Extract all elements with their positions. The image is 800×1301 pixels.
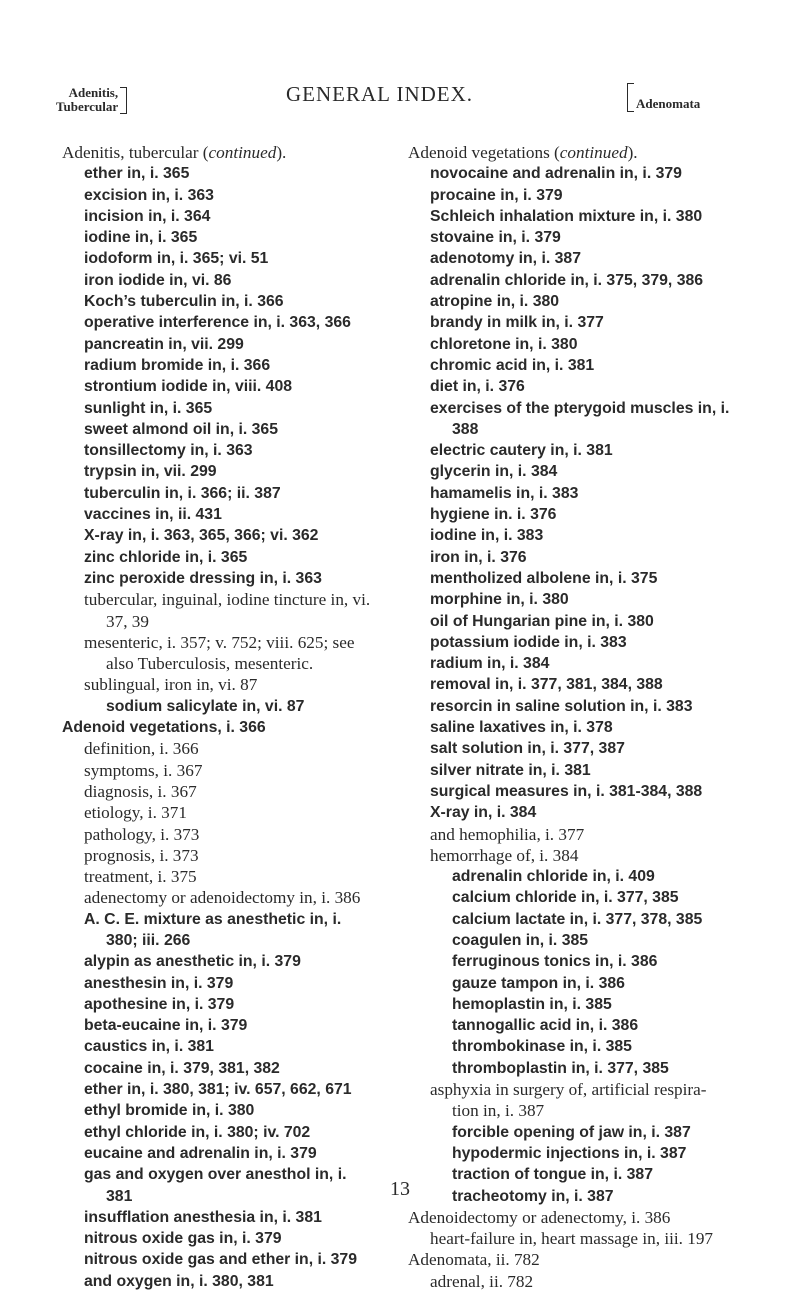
index-entry: X-ray in, i. 384 [430,804,537,822]
heading-text: Adenoid vegetations ( [408,143,560,162]
index-entry: calcium chloride in, i. 377, 385 [452,889,679,907]
index-entry: vaccines in, ii. 431 [84,506,222,524]
index-subheading: tubercular, inguinal, iodine tincture in, vi. [84,590,371,610]
index-entry: zinc chloride in, i. 365 [84,548,248,566]
index-subheading: adenectomy or adenoidectomy in, i. 386 [84,888,361,908]
index-entry: hypodermic injections in, i. 387 [452,1144,687,1162]
index-entry: ethyl bromide in, i. 380 [84,1102,255,1120]
index-entry: gauze tampon in, i. 386 [452,974,625,992]
index-entry: tannogallic acid in, i. 386 [452,1017,639,1035]
index-entry: saline laxatives in, i. 378 [430,719,613,737]
index-entry: iodine in, i. 383 [430,527,544,545]
index-entry: procaine in, i. 379 [430,186,563,204]
index-entry: novocaine and adrenalin in, i. 379 [430,165,682,183]
index-entry: tonsillectomy in, i. 363 [84,442,253,460]
index-entry: surgical measures in, i. 381-384, 388 [430,782,703,800]
page-number: 13 [390,1178,410,1200]
index-entry: mentholized albolene in, i. 375 [430,569,658,587]
index-entry: iodoform in, i. 365; vi. 51 [84,250,269,268]
index-entry: ferruginous tonics in, i. 386 [452,953,658,971]
index-entry: oil of Hungarian pine in, i. 380 [430,612,654,630]
index-entry: atropine in, i. 380 [430,293,560,311]
index-entry: radium in, i. 384 [430,655,550,673]
index-entry: beta-eucaine in, i. 379 [84,1017,248,1035]
index-heading: Adenomata, ii. 782 [408,1250,540,1270]
index-entry: nitrous oxide gas in, i. 379 [84,1230,282,1248]
index-continuation: 381 [106,1187,133,1205]
index-entry: operative interference in, i. 363, 366 [84,314,351,332]
left-bracket-icon [627,83,634,112]
index-entry: ether in, i. 380, 381; iv. 657, 662, 671 [84,1081,352,1099]
index-continuation: 380; iii. 266 [106,931,191,949]
right-column [408,142,788,1292]
index-entry: morphine in, i. 380 [430,591,569,609]
heading-punct: ). [627,143,638,162]
index-entry: traction of tongue in, i. 387 [452,1166,653,1184]
corner-guide-right-text: Adenomata [636,96,701,111]
index-entry: potassium iodide in, i. 383 [430,633,627,651]
continued-label: continued [208,143,277,162]
index-continuation: also Tuberculosis, mesenteric. [106,654,314,674]
index-subheading: and hemophilia, i. 377 [430,824,585,844]
index-entry: insufflation anesthesia in, i. 381 [84,1208,322,1226]
running-header [56,82,716,122]
index-entry: thrombokinase in, i. 385 [452,1038,632,1056]
index-entry: nitrous oxide gas and ether in, i. 379 [84,1251,358,1269]
index-entry: cocaine in, i. 379, 381, 382 [84,1059,280,1077]
index-entry: hygiene in. i. 376 [430,506,557,524]
index-entry: eucaine and adrenalin in, i. 379 [84,1144,317,1162]
index-entry: sunlight in, i. 365 [84,399,213,417]
index-entry: radium bromide in, i. 366 [84,356,271,374]
index-entry: ethyl chloride in, i. 380; iv. 702 [84,1123,311,1141]
right-bracket-icon [120,87,127,114]
index-entry: tracheotomy in, i. 387 [452,1187,614,1205]
index-entry: calcium lactate in, i. 377, 378, 385 [452,910,703,928]
index-entry: strontium iodide in, viii. 408 [84,378,293,396]
index-entry: and oxygen in, i. 380, 381 [84,1272,274,1290]
index-entry: excision in, i. 363 [84,186,214,204]
index-entry: ether in, i. 365 [84,165,190,183]
index-entry: adrenalin chloride in, i. 375, 379, 386 [430,271,704,289]
continued-label: continued [559,143,628,162]
index-entry: iron iodide in, vi. 86 [84,271,232,289]
index-heading: Adenoid vegetations, i. 366 [62,719,266,737]
index-entry: resorcin in saline solution in, i. 383 [430,697,693,715]
index-subheading: sublingual, iron in, vi. 87 [84,675,258,695]
index-entry: chromic acid in, i. 381 [430,356,595,374]
index-subheading: treatment, i. 375 [84,867,197,887]
index-entry: forcible opening of jaw in, i. 387 [452,1123,691,1141]
index-entry: iodine in, i. 365 [84,229,198,247]
corner-guide-right [636,96,700,112]
index-subheading: etiology, i. 371 [84,803,187,823]
index-entry: Schleich inhalation mixture in, i. 380 [430,207,703,225]
index-continuation: 388 [452,420,479,438]
index-subheading: mesenteric, i. 357; v. 752; viii. 625; see [84,632,355,652]
header-title: GENERAL INDEX. [286,82,474,106]
index-entry: adenotomy in, i. 387 [430,250,581,268]
index-entry: Koch’s tuberculin in, i. 366 [84,293,284,311]
corner-guide-left [56,86,118,114]
index-entry: coagulen in, i. 385 [452,931,589,949]
index-entry: iron in, i. 376 [430,548,527,566]
index-entry: tuberculin in, i. 366; ii. 387 [84,484,281,502]
index-entry: stovaine in, i. 379 [430,229,561,247]
index-entry: anesthesin in, i. 379 [84,974,234,992]
index-entry: incision in, i. 364 [84,207,211,225]
heading-text: Adenitis, tubercular ( [62,143,209,162]
index-subheading: diagnosis, i. 367 [84,781,197,801]
index-heading [408,142,788,163]
index-entry: brandy in milk in, i. 377 [430,314,604,332]
index-heading [62,142,397,163]
index-entry: hamamelis in, i. 383 [430,484,579,502]
index-subheading: asphyxia in surgery of, artificial respira- [430,1080,707,1100]
index-entry: pancreatin in, vii. 299 [84,335,244,353]
index-entry: trypsin in, vii. 299 [84,463,217,481]
index-entry: diet in, i. 376 [430,378,525,396]
index-entry: sodium salicylate in, vi. 87 [106,697,305,715]
index-entry: chloretone in, i. 380 [430,335,578,353]
index-heading: Adenoidectomy or adenectomy, i. 386 [408,1207,671,1227]
index-subheading: symptoms, i. 367 [84,760,203,780]
index-entry: adrenalin chloride in, i. 409 [452,868,655,886]
index-subheading: prognosis, i. 373 [84,845,199,865]
index-entry: salt solution in, i. 377, 387 [430,740,625,758]
index-entry: removal in, i. 377, 381, 384, 388 [430,676,663,694]
corner-guide-left-line2: Tubercular [56,99,119,114]
index-subheading: definition, i. 366 [84,739,199,759]
index-entry: glycerin in, i. 384 [430,463,558,481]
index-entry: X-ray in, i. 363, 365, 366; vi. 362 [84,527,319,545]
index-entry: hemoplastin in, i. 385 [452,995,612,1013]
index-entry: zinc peroxide dressing in, i. 363 [84,569,322,587]
index-entry: alypin as anesthetic in, i. 379 [84,953,301,971]
heading-punct: ). [276,143,287,162]
index-subheading: adrenal, ii. 782 [430,1271,534,1291]
left-column [62,142,397,1292]
index-continuation: tion in, i. 387 [452,1101,545,1121]
index-continuation: 37, 39 [106,611,149,631]
index-subheading: hemorrhage of, i. 384 [430,845,579,865]
corner-guide-left-line1: Adenitis, [68,85,119,100]
index-entry: sweet almond oil in, i. 365 [84,420,279,438]
index-entry: caustics in, i. 381 [84,1038,214,1056]
index-entry: exercises of the pterygoid muscles in, i. [430,399,730,417]
index-entry: gas and oxygen over anesthol in, i. [84,1166,347,1184]
index-entry: A. C. E. mixture as anesthetic in, i. [84,910,342,928]
index-entry: thromboplastin in, i. 377, 385 [452,1059,669,1077]
index-subheading: heart-failure in, heart massage in, iii. 197 [430,1229,714,1249]
index-subheading: pathology, i. 373 [84,824,200,844]
index-entry: silver nitrate in, i. 381 [430,761,591,779]
index-entry: apothesine in, i. 379 [84,995,235,1013]
index-entry: electric cautery in, i. 381 [430,442,613,460]
